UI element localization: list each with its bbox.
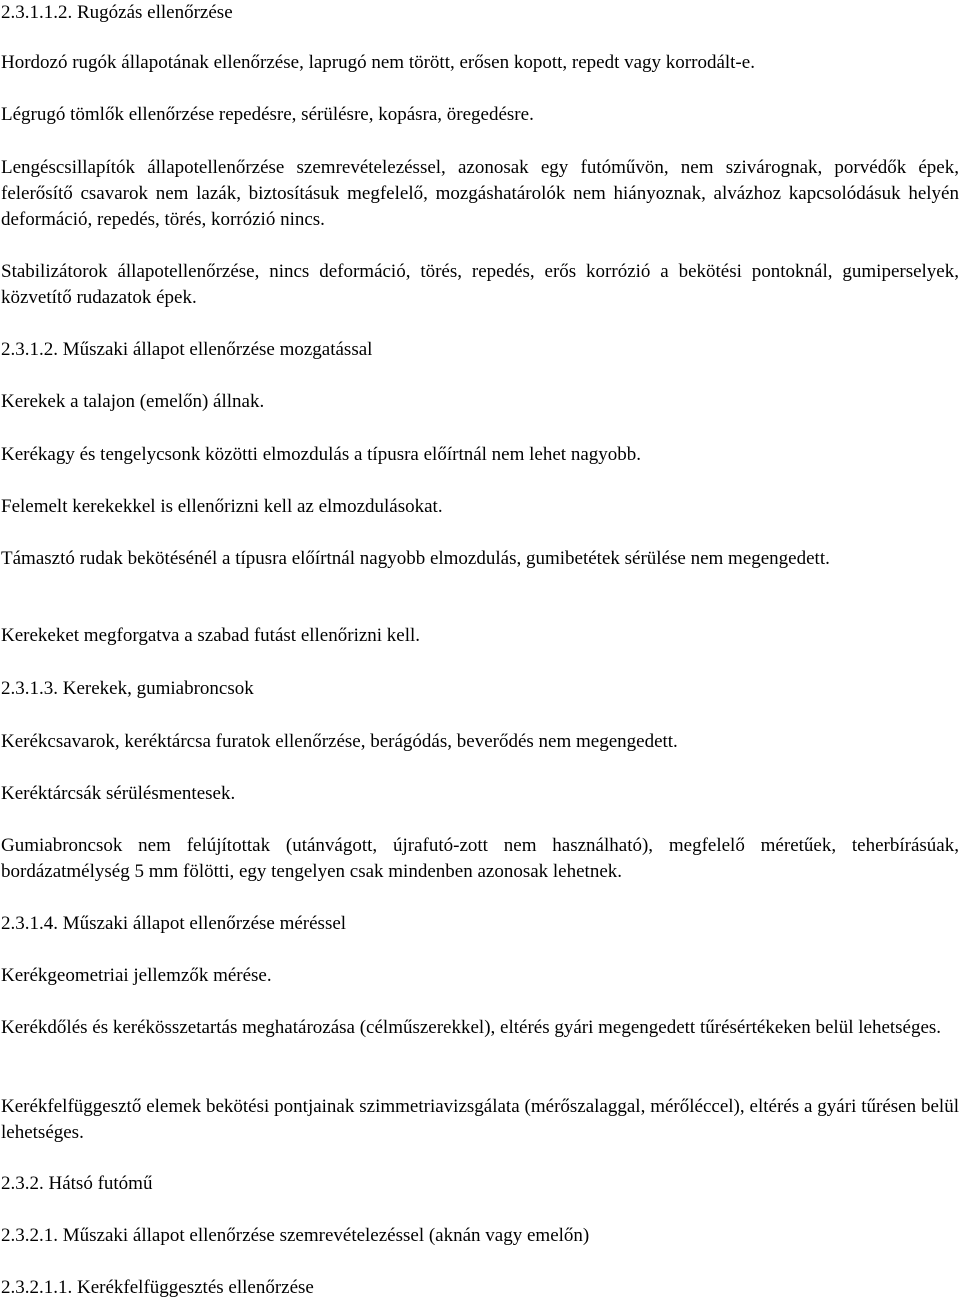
paragraph-symmetry-check: Kerékfelfüggesztő elemek bekötési pontjainak szimmetriavizsgálata (mérőszalaggal, mérőléccel), eltérés a gyári tűrésen belül lehetséges. <box>1 1096 959 1143</box>
paragraph-camber-toe: Kerékdőlés és kerékösszetartás meghatározása (célműszerekkel), eltérés gyári megengedett tűrésértékeken belül lehetséges. <box>1 1017 942 1038</box>
section-heading-2-3-1-4: 2.3.1.4. Műszaki állapot ellenőrzése méréssel <box>1 913 347 934</box>
paragraph-free-rotation: Kerekeket megforgatva a szabad futást ellenőrizni kell. <box>1 625 421 646</box>
section-heading-2-3-1-3: 2.3.1.3. Kerekek, gumiabroncsok <box>1 678 254 699</box>
paragraph-wheel-geometry: Kerékgeometriai jellemzők mérése. <box>1 965 272 986</box>
paragraph-shock-absorber-check: Lengéscsillapítók állapotellenőrzése szemrevételezéssel, azonosak egy futóművön, nem szivárognak, porvédők épek, felerősítő csavarok nem lazák, biztosításuk megfelelő, mozgáshatárolók nem hiányoznak, alvázhoz kapcsolódásuk helyén deformáció, repedés, törés, korrózió nincs. <box>1 157 959 230</box>
section-heading-2-3-1-1-2: 2.3.1.1.2. Rugózás ellenőrzése <box>1 2 233 23</box>
paragraph-air-spring-check: Légrugó tömlők ellenőrzése repedésre, sérülésre, kopásra, öregedésre. <box>1 104 534 125</box>
section-heading-2-3-2: 2.3.2. Hátsó futómű <box>1 1173 153 1194</box>
section-heading-2-3-2-1: 2.3.2.1. Műszaki állapot ellenőrzése szemrevételezéssel (aknán vagy emelőn) <box>1 1225 590 1246</box>
paragraph-strut-mounts: Támasztó rudak bekötésénél a típusra előírtnál nagyobb elmozdulás, gumibetétek sérülése nem megengedett. <box>1 548 830 569</box>
paragraph-raised-wheels: Felemelt kerekekkel is ellenőrizni kell az elmozdulásokat. <box>1 496 443 517</box>
paragraph-wheel-rims: Keréktárcsák sérülésmentesek. <box>1 783 236 804</box>
paragraph-wheels-on-ground: Kerekek a talajon (emelőn) állnak. <box>1 391 265 412</box>
paragraph-tyres: Gumiabroncsok nem felújítottak (utánvágott, újrafutó-zott nem használható), megfelelő méretűek, teherbírásúak, bordázatmélység 5 mm fölötti, egy tengelyen csak mindenben azonosak lehetnek. <box>1 835 959 882</box>
paragraph-wheel-bolts: Kerékcsavarok, keréktárcsa furatok ellenőrzése, berágódás, beverődés nem megengedett. <box>1 731 678 752</box>
section-heading-2-3-1-2: 2.3.1.2. Műszaki állapot ellenőrzése mozgatással <box>1 339 373 360</box>
section-heading-2-3-2-1-1: 2.3.2.1.1. Kerékfelfüggesztés ellenőrzése <box>1 1277 314 1298</box>
paragraph-stabilizer-check: Stabilizátorok állapotellenőrzése, nincs deformáció, törés, repedés, erős korrózió a bekötési pontoknál, gumiperselyek, közvetítő rudazatok épek. <box>1 261 959 308</box>
paragraph-leaf-spring-check: Hordozó rugók állapotának ellenőrzése, laprugó nem törött, erősen kopott, repedt vagy korrodált-e. <box>1 52 755 73</box>
paragraph-hub-play: Kerékagy és tengelycsonk közötti elmozdulás a típusra előírtnál nem lehet nagyobb. <box>1 444 641 465</box>
